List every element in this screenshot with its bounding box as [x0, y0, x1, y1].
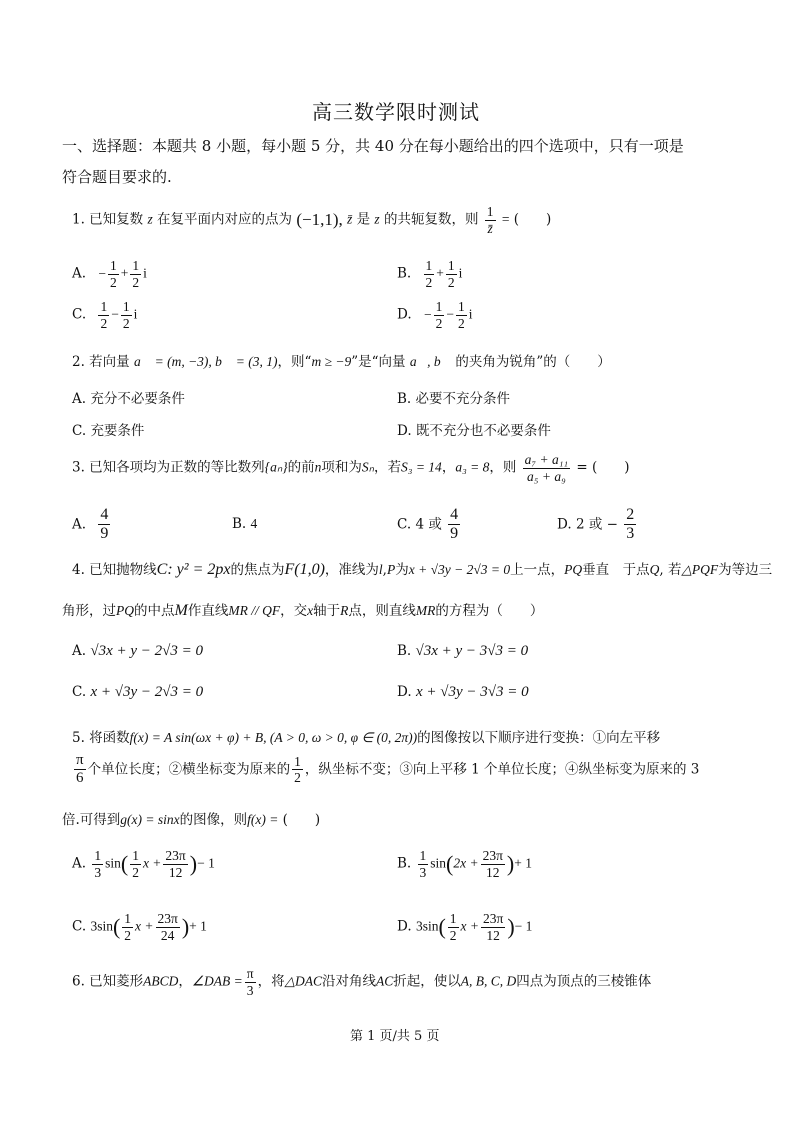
q2-text: ，则“ [277, 354, 312, 370]
q4-pq: PQ [564, 562, 583, 577]
q5-text: 的图像按以下顺序进行变换：①向左平移 [417, 730, 661, 746]
option-text: 4 或 [415, 516, 442, 533]
q6-points: A, B, C, D [460, 973, 517, 989]
q3-separator: ， [441, 459, 456, 476]
q6-angle: ∠DAB = [191, 973, 243, 989]
q1-option-c[interactable]: C. $\frac{1}{2}$ − $\frac{1}{2}$ i [72, 299, 138, 331]
q4-text: , [382, 562, 387, 578]
q4-curve: C: y² = 2px [156, 561, 231, 578]
q3-ratio: $\frac{\text{a₇ + a₁₁}}{\text{a₅ + a₉}}$ [524, 452, 569, 484]
q2-vectors: a⃗ = (m, −3), b⃗ = (3, 1) [133, 354, 278, 369]
question-5-line1 [72, 726, 660, 746]
option-label: D. [397, 423, 412, 439]
q6-triangle: △DAC [284, 973, 322, 989]
option-label: C. [72, 423, 87, 439]
option-text: x + √3y − 3√3 = 0 [415, 684, 529, 700]
q4-text: 的方程为（ ） [435, 603, 544, 619]
option-label: B. [232, 516, 247, 532]
q5-option-b[interactable]: B. $\frac{1}{3}$ sin(2x + $\frac{23\pi}{12}$ )+ 1 [397, 848, 532, 880]
question-1-stem [72, 204, 551, 236]
q3-paren: = ( ) [576, 459, 630, 476]
q5-text: 倍.可得到 [62, 812, 121, 828]
q1-paren: ( ) [513, 211, 552, 228]
option-text: 既不充分也不必要条件 [415, 423, 551, 439]
q4-text: 为 [395, 562, 409, 578]
q4-pqf: △PQF [681, 562, 719, 577]
q4-option-b[interactable] [397, 643, 528, 660]
q3-text: 的前 [287, 459, 315, 476]
q3-text: ，则 [489, 459, 517, 476]
q5-option-a[interactable]: A. $\frac{1}{3}$ sin( $\frac{1}{2}$ x + $\frac{23\pi}{12}$ )− 1 [72, 848, 215, 880]
q6-abcd: ABCD [143, 973, 179, 989]
q3-option-a[interactable]: A. $\frac{4}{9}$ [72, 506, 109, 543]
option-label: A. [72, 391, 87, 407]
q4-c: x + √3y − 2√3 = 0 [408, 562, 511, 577]
q4-text: 点，则直线 [348, 603, 416, 619]
q3-s3: S₃ = 14 [401, 459, 442, 475]
q4-option-a[interactable] [72, 643, 203, 660]
page-title: 高三数学限时测试 [312, 100, 480, 124]
option-text: 4 [250, 516, 258, 531]
option-label: A. [72, 516, 87, 533]
q2-condition: m ≥ −9 [311, 354, 352, 369]
option-label: D. [557, 516, 572, 533]
q2-option-a[interactable] [72, 387, 185, 407]
q4-mr: MR [415, 603, 436, 618]
q5-fx: f(x) = [247, 812, 279, 827]
option-text: 2 或 − [575, 516, 618, 533]
q4-text: 垂直 于点 [582, 562, 650, 578]
q4-text: 作直线 [187, 603, 229, 619]
question-3-stem [72, 452, 630, 484]
question-4-line2 [62, 599, 543, 620]
q4-text: 的中点 [134, 603, 175, 619]
q2-text: ”是“向量 [351, 354, 406, 370]
q5-text: ，纵坐标不变；③向上平移 1 个单位长度；④纵坐标变为原来的 3 [304, 761, 700, 778]
q4-option-c[interactable] [72, 684, 203, 701]
q5-paren: ( ) [282, 812, 321, 828]
q3-sn: Sₙ [361, 459, 374, 475]
q4-text: ，交 [280, 603, 308, 619]
q1-option-b[interactable]: B. $\frac{1}{2}$ + $\frac{1}{2}$ i [397, 258, 463, 290]
question-6-stem: 6. 已知菱形ABCD，∠DAB = $\frac{\pi}{3}$ ，将△DAC沿对角线AC折起，使以A, B, C, D四点为顶点的三棱锥体 [72, 966, 652, 998]
q6-text: 沿对角线 [321, 973, 376, 990]
q2-option-d[interactable] [397, 419, 551, 439]
q5-text: 的图像，则 [179, 812, 248, 828]
q4-mr-parallel: MR // QF [228, 603, 281, 618]
q6-text: ， [178, 973, 192, 990]
q5-function: f(x) = A sin(ωx + φ) + B, (A > 0, ω > 0, φ ∈ (0, 2π)) [129, 730, 418, 745]
q3-a3: a₃ = 8 [455, 459, 490, 475]
q5-option-d[interactable]: D. 3sin( $\frac{1}{2}$ x + $\frac{23\pi}{12}$ )− 1 [397, 911, 533, 943]
option-label: B. [397, 265, 412, 282]
option-text: √3x + y − 3√3 = 0 [415, 643, 529, 659]
q3-n: n [314, 459, 322, 475]
q6-text: 折起，使以 [393, 973, 461, 990]
q1-text: 的共轭复数，则 [383, 211, 479, 228]
option-label: A. [72, 265, 87, 282]
section-heading-line1: 一、选择题：本题共 8 小题，每小题 5 分，共 40 分在每小题给出的四个选项中，只有一项是 [62, 137, 684, 155]
q4-text: 的焦点为 [230, 562, 285, 578]
q4-text: 角形，过 [62, 603, 116, 619]
question-2-stem [72, 350, 611, 370]
q1-zbar: z̄ [347, 211, 353, 227]
q3-sequence: {aₙ} [264, 459, 288, 475]
q3-text: ，若 [374, 459, 401, 476]
q4-x: x [307, 603, 314, 618]
option-text: √3x + y − 2√3 = 0 [90, 643, 203, 659]
q2-vector-pair: a⃗, b⃗ [409, 354, 452, 369]
q6-text: ，将 [257, 973, 285, 990]
q3-option-b[interactable] [232, 516, 257, 532]
q1-option-d[interactable]: D. − $\frac{1}{2}$ − $\frac{1}{2}$ i [397, 299, 473, 331]
q4-r: R [340, 603, 349, 618]
q4-l: l [378, 562, 383, 577]
q4-text: , 若 [659, 562, 682, 578]
option-label: D. [397, 306, 412, 323]
option-label: A. [72, 643, 87, 659]
question-4-line1 [72, 558, 772, 579]
q6-text: 四点为顶点的三棱锥体 [516, 973, 652, 990]
section-heading-line2: 符合题目要求的. [62, 168, 172, 186]
q4-text: 4. 已知抛物线 [72, 562, 157, 578]
question-5-line3 [62, 808, 320, 828]
q2-option-c[interactable] [72, 419, 144, 439]
option-label: B. [397, 643, 412, 659]
q2-text: 的夹角为锐角”的（ ） [455, 354, 611, 370]
q3-option-c[interactable]: C. 4 或 $\frac{4}{9}$ [397, 506, 459, 543]
option-label: C. [72, 684, 87, 700]
option-label: B. [397, 855, 412, 872]
option-label: D. [397, 918, 412, 935]
q5-text: 5. 将函数 [72, 730, 130, 746]
q2-option-b[interactable] [397, 387, 510, 407]
q5-g: g(x) = sinx [120, 812, 180, 827]
q3-option-d[interactable]: D. 2 或 − $\frac{2}{3}$ [557, 506, 635, 543]
q4-pq: PQ [116, 603, 134, 618]
q1-text: 1. 已知复数 [72, 211, 144, 228]
q1-option-a[interactable]: A. − $\frac{1}{2}$ + $\frac{1}{2}$ i [72, 258, 147, 290]
q4-focus: F(1,0) [284, 561, 325, 578]
q4-option-d[interactable] [397, 684, 529, 701]
q1-equals: = [501, 211, 510, 227]
q4-q: Q [649, 562, 660, 577]
option-text: 充要条件 [90, 423, 145, 439]
option-label: C. [397, 516, 412, 533]
page-footer: 第 1 页/共 5 页 [350, 1029, 440, 1044]
q1-point: (−1,1), [296, 210, 343, 230]
q4-m: M [174, 602, 188, 619]
q3-text: 项和为 [321, 459, 362, 476]
q6-ac: AC [375, 973, 394, 989]
q1-text: 是 [356, 211, 371, 228]
q3-text: 3. 已知各项均为正数的等比数列 [72, 459, 265, 476]
q1-z: z [374, 211, 380, 227]
option-text: x + √3y − 2√3 = 0 [90, 684, 204, 700]
option-label: A. [72, 855, 87, 872]
option-label: B. [397, 391, 412, 407]
option-label: C. [72, 918, 87, 935]
q4-text: 上一点， [510, 562, 565, 578]
q4-text: 为等边三 [718, 562, 773, 578]
option-text: 必要不充分条件 [415, 391, 511, 407]
q2-text: 2. 若向量 [72, 354, 130, 370]
q5-option-c[interactable]: C. 3sin( $\frac{1}{2}$ x + $\frac{23\pi}{24}$ )+ 1 [72, 911, 207, 943]
q4-text: 轴于 [313, 603, 341, 619]
q5-text: 个单位长度；②横坐标变为原来的 [87, 761, 291, 778]
option-label: D. [397, 684, 412, 700]
q1-fraction: $\frac{1}{z̄}$ [486, 204, 494, 236]
q1-z: z [147, 211, 153, 227]
q6-text: 6. 已知菱形 [72, 973, 144, 990]
q1-text: 在复平面内对应的点为 [157, 211, 293, 228]
q4-p: P [386, 562, 396, 577]
question-5-line2: $\frac{\pi}{6}$ 个单位长度；②横坐标变为原来的 $\frac{1}{2}$ ，纵坐标不变；③向上平移 1 个单位长度；④纵坐标变为原来的 3 [76, 752, 700, 787]
option-label: C. [72, 306, 87, 323]
option-text: 充分不必要条件 [90, 391, 185, 407]
q4-text: ，准线为 [324, 562, 379, 578]
